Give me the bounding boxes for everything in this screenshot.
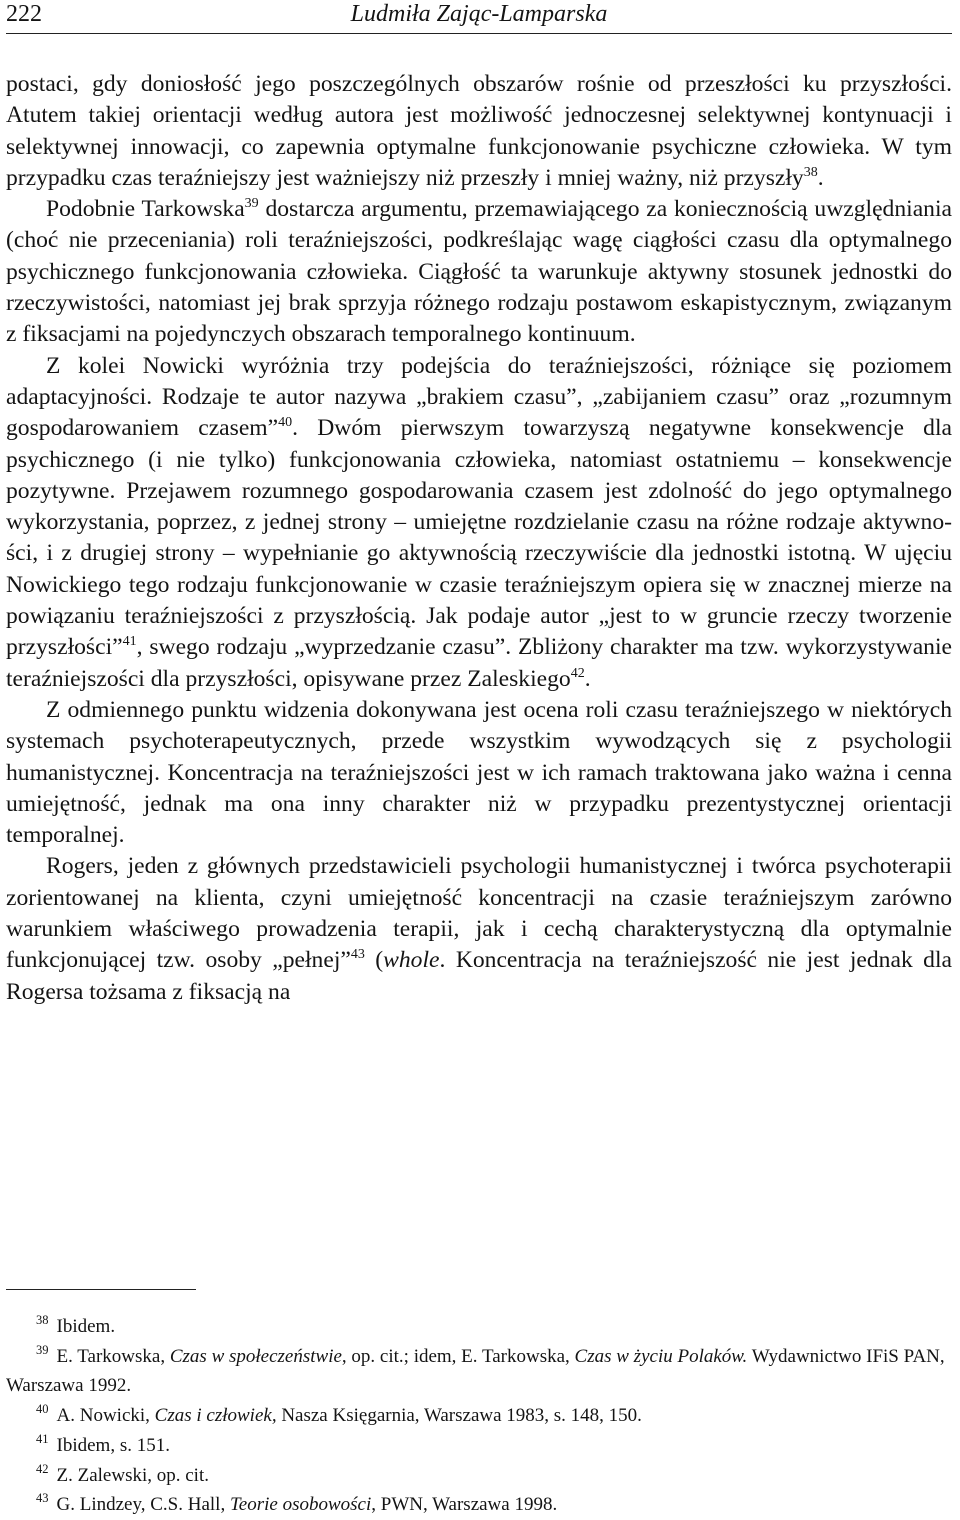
text-run: Podobnie Tarkowska bbox=[46, 196, 245, 223]
footnote-ref-41[interactable]: 41 bbox=[122, 634, 137, 650]
footnote-text: Ibidem, s. 151. bbox=[56, 1434, 170, 1456]
footnote-41 bbox=[6, 1431, 952, 1461]
paragraph-2 bbox=[6, 194, 952, 350]
footnotes bbox=[6, 1312, 952, 1520]
footnote-text: Wydawnictwo IFiS PAN, Warszawa 1992. bbox=[6, 1345, 945, 1397]
footnote-number: 43 bbox=[36, 1491, 49, 1506]
footnote-rule bbox=[6, 1289, 196, 1290]
text-run: , swego rodzaju „wyprzedzanie czasu”. Zbliżony charakter ma tzw. wykorzystywanie teraźniejszości dla przyszłości, opisywane przez Zaleskiego bbox=[6, 634, 952, 692]
footnote-title: Czas w społeczeństwie bbox=[169, 1345, 342, 1367]
footnote-ref-39[interactable]: 39 bbox=[244, 196, 259, 212]
paragraph-5 bbox=[6, 851, 952, 1007]
footnote-number: 41 bbox=[36, 1431, 49, 1446]
footnote-number: 38 bbox=[36, 1313, 49, 1327]
paragraph-3 bbox=[6, 351, 952, 695]
header-rule bbox=[6, 33, 952, 34]
running-head: Ludmiła Zając-Lamparska bbox=[350, 1, 608, 27]
text-run: dostarcza argumentu, przemawiającego za koniecznością uwzględniania (choć nie przeceniania) roli teraźniejszości, podkreślając wagę ciągłości czasu dla optymalnego psychicznego funkcjonowania człowieka. Ciągłość ta warunkuje aktywny stosunek jednostki do rzeczywistości, natomiast jej brak sprzyja różnego rodzaju postawom eskapistycznym, związanym z fiksacjami na pojedynczych obszarach temporalnego kontinuum. bbox=[6, 196, 952, 348]
paragraph-4 bbox=[6, 695, 952, 851]
footnote-text: Nasza Księgarnia, Warszawa 1983, s. 148, 150. bbox=[276, 1405, 642, 1427]
paragraph-1 bbox=[6, 69, 952, 194]
footnote-text: Ibidem. bbox=[56, 1316, 116, 1337]
page-header bbox=[6, 0, 952, 31]
footnote-38 bbox=[6, 1312, 952, 1342]
footnote-number: 42 bbox=[36, 1461, 49, 1476]
footnote-39 bbox=[6, 1342, 952, 1401]
footnote-ref-38[interactable]: 38 bbox=[803, 164, 818, 180]
footnote-text: E. Tarkowska, bbox=[56, 1345, 170, 1367]
footnote-ref-42[interactable]: 42 bbox=[570, 665, 585, 681]
footnote-ref-40[interactable]: 40 bbox=[278, 415, 293, 431]
page-number: 222 bbox=[6, 1, 42, 27]
footnote-title: Teorie osobowości bbox=[229, 1494, 372, 1516]
body-text bbox=[6, 69, 952, 1008]
footnote-number: 40 bbox=[36, 1402, 49, 1417]
text-run: Z kolei Nowicki wyróżnia trzy podejścia do teraźniejszości, różniące się poziomem adaptacyjności. Rodzaje te autor nazywa „brakiem czasu”, „zabijaniem czasu” oraz „rozumnym gospodarowaniem czasem” bbox=[6, 352, 952, 442]
footnote-42 bbox=[6, 1461, 952, 1491]
footnote-43 bbox=[6, 1490, 952, 1520]
text-run: . Dwóm pierwszym towarzyszą negatywne konsekwencje dla psychicznego (i nie tylko) funkcjonowania człowieka, natomiast ostatniemu – konsekwencje pozytywne. Przejawem rozumnego gospodarowania czasem jest zdolność do jego optymalnego wykorzystania, poprzez, z jednej strony – umiejętne rozdzielanie czasu na różne rodzaje aktywności, i z drugiej strony – wypełnianie go aktywnością rzeczywiście dla jednostki istotną. W ujęciu Nowickiego tego rodzaju funkcjonowanie w czasie teraźniejszym opiera się w znacznej mierze na powiązaniu teraźniejszości z przyszłością. Jak podaje autor „jest to w gruncie rzeczy tworzenie przyszłości” bbox=[6, 415, 952, 661]
footnote-number: 39 bbox=[36, 1342, 49, 1357]
footnote-text: , PWN, Warszawa 1998. bbox=[371, 1494, 558, 1516]
text-run: . Koncentracja na teraźniejszość nie jest jednak dla Rogersa tożsama z fiksacją na bbox=[6, 947, 952, 1005]
text-run: postaci, gdy doniosłość jego poszczególnych obszarów rośnie od przeszłości ku przyszłości. Atutem takiej orientacji według autora jest możliwość jednoczesnej selektywnej kontynuacji i selektywnej innowacji, co zapewnia optymalne funkcjonowanie psychiczne człowieka. W tym przypadku czas teraźniejszy jest ważniejszy niż przeszły i mniej ważny, niż przyszły bbox=[6, 71, 952, 191]
footnote-text: Z. Zalewski, op. cit. bbox=[56, 1464, 209, 1486]
footnote-ref-43[interactable]: 43 bbox=[350, 947, 365, 963]
text-run: ( bbox=[364, 947, 384, 974]
footnote-40 bbox=[6, 1401, 952, 1431]
footnote-title: Czas i człowiek, bbox=[154, 1405, 277, 1427]
text-run: . bbox=[584, 665, 591, 692]
text-run: Rogers, jeden z głównych przedstawicieli psychologii humanistycznej i twórca psychoterapii zorientowanej na klienta, czyni umiejętność koncentracji na czasie teraźniejszym zarówno warunkiem właściwego prowadzenia terapii, jak i cechą charakterystyczną dla optymalnie funkcjonującej tzw. osoby „pełnej” bbox=[6, 853, 952, 974]
text-run: . bbox=[817, 164, 824, 191]
footnote-text: , op. cit.; idem, E. Tarkowska, bbox=[341, 1345, 575, 1367]
text-run-italic: whole bbox=[383, 947, 440, 974]
footnote-text: G. Lindzey, C.S. Hall, bbox=[56, 1494, 230, 1516]
footnote-text: A. Nowicki, bbox=[56, 1405, 155, 1427]
text-run: Z odmiennego punktu widzenia dokonywana jest ocena roli czasu teraźniejszego w niektórych systemach psychoterapeutycznych, przede wszystkim wywodzących się z psychologii humanistycznej. Koncentracja na teraźniejszości jest w ich ramach traktowana jako ważna i cenna umiejętność, jednak ma ona inny charakter niż w przypadku prezentystycznej orientacji temporalnej. bbox=[6, 696, 952, 849]
footnote-title: Czas w życiu Polaków. bbox=[574, 1345, 748, 1367]
